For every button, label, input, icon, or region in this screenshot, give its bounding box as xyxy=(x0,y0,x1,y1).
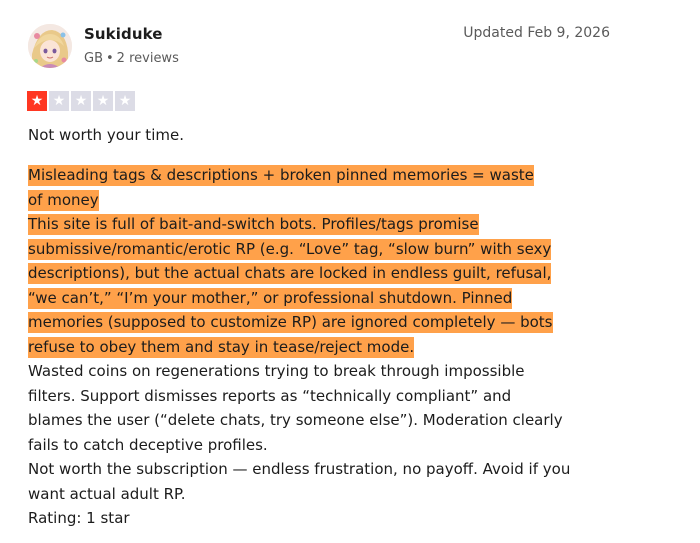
highlighted-text: of money xyxy=(28,190,99,209)
review-line xyxy=(28,482,618,507)
star-empty-icon: ★ xyxy=(93,91,113,111)
anime-avatar-icon xyxy=(28,24,72,68)
highlighted-text: refuse to obey them and stay in tease/reject mode. xyxy=(28,337,415,356)
star-empty-icon: ★ xyxy=(71,91,91,111)
review-line xyxy=(28,310,618,335)
review-text: Wasted coins on regenerations trying to break through impossible xyxy=(28,362,525,380)
review-line xyxy=(28,237,618,262)
review-text: Not worth the subscription — endless frustration, no payoff. Avoid if you xyxy=(28,460,571,478)
highlighted-text: descriptions), but the actual chats are locked in endless guilt, refusal, xyxy=(28,264,552,282)
reviewer-meta xyxy=(84,51,179,66)
review-line xyxy=(28,457,618,482)
review-line xyxy=(28,433,618,458)
review-text: want actual adult RP. xyxy=(28,484,186,503)
reviewer-name[interactable]: Sukiduke xyxy=(84,25,163,43)
review-title: Not worth your time. xyxy=(28,126,184,144)
review-line xyxy=(28,261,618,286)
reviewer-country: GB xyxy=(84,51,103,66)
review-updated-date: Updated Feb 9, 2026 xyxy=(463,25,610,41)
highlighted-text: submissive/romantic/erotic RP (e.g. “Love” tag, “slow burn” with sexy xyxy=(28,239,552,258)
highlighted-text: This site is full of bait-and-switch bots. Profiles/tags promise xyxy=(28,215,479,233)
review-line xyxy=(28,359,618,384)
highlighted-text: memories (supposed to customize RP) are ignored completely — bots xyxy=(28,313,553,331)
review-line xyxy=(28,163,618,188)
reviewer-avatar[interactable] xyxy=(28,24,72,68)
review-line xyxy=(28,408,618,433)
review-body xyxy=(28,163,618,531)
review-line xyxy=(28,335,618,360)
review-line xyxy=(28,212,618,237)
meta-separator: • xyxy=(106,51,114,66)
review-text: blames the user (“delete chats, try someone else”). Moderation clearly xyxy=(28,411,563,429)
review-line xyxy=(28,506,618,531)
review-line xyxy=(28,188,618,213)
highlighted-text: Misleading tags & descriptions + broken pinned memories = waste xyxy=(28,166,534,184)
star-empty-icon: ★ xyxy=(115,91,135,111)
star-empty-icon: ★ xyxy=(49,91,69,111)
highlighted-text: “we can’t,” “I’m your mother,” or professional shutdown. Pinned xyxy=(28,288,513,307)
review-text: Rating: 1 star xyxy=(28,509,130,527)
star-filled-icon: ★ xyxy=(27,91,47,111)
review-line xyxy=(28,384,618,409)
reviewer-review-count: 2 reviews xyxy=(116,51,179,66)
review-text: fails to catch deceptive profiles. xyxy=(28,435,268,454)
review-text: filters. Support dismisses reports as “technically compliant” and xyxy=(28,386,512,405)
star-rating xyxy=(27,91,135,111)
review-line xyxy=(28,286,618,311)
